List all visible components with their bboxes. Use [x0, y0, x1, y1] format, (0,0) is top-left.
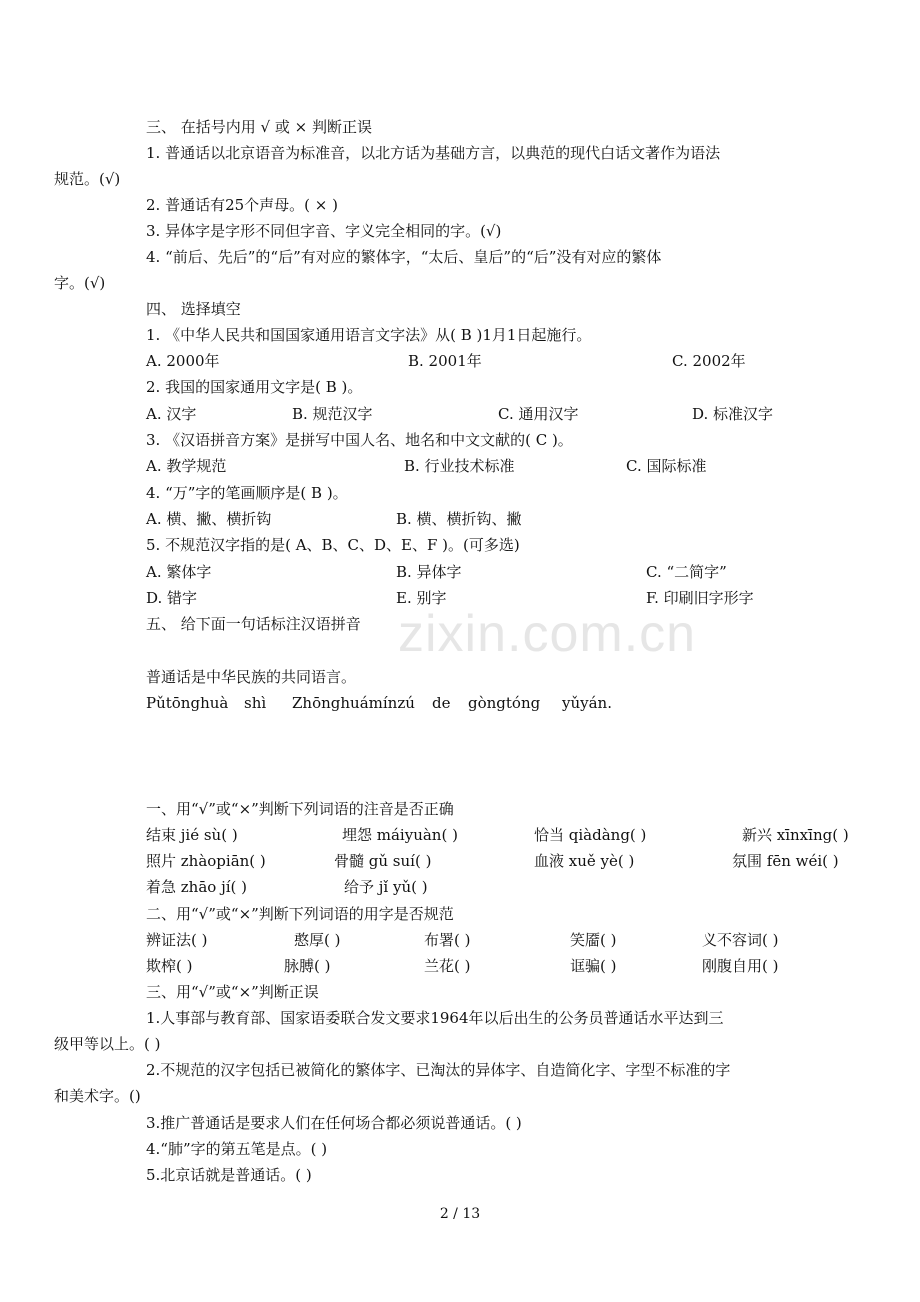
option: D. 标准汉字 — [692, 405, 774, 423]
option: A. 教学规范 — [146, 457, 227, 475]
option: B. 异体字 — [396, 563, 462, 581]
option: C. 2002年 — [672, 352, 746, 370]
judgement-item-3: 3. 异体字是字形不同但字音、字义完全相同的字。(√) — [146, 222, 502, 240]
pinyin-word: yǔyán. — [562, 694, 612, 712]
statement-4: 4.“肺”字的第五笔是点。( ) — [146, 1140, 328, 1158]
option: B. 横、横折钩、撇 — [396, 510, 522, 528]
option: C. 国际标准 — [626, 457, 707, 475]
choice-question-3: 3. 《汉语拼音方案》是拼写中国人名、地名和中文文献的( C )。 — [146, 431, 573, 449]
character-check-item: 诓骗( ) — [570, 957, 617, 975]
judgement-item-4: 4. “前后、先后”的“后”有对应的繁体字，“太后、皇后”的“后”没有对应的繁体 — [146, 248, 662, 266]
pinyin-word: gòngtóng — [468, 694, 541, 712]
character-check-item: 欺榨( ) — [146, 957, 193, 975]
exercise-1-heading: 一、用“√”或“×”判断下列词语的注音是否正确 — [146, 800, 454, 818]
option: F. 印刷旧字形字 — [646, 589, 754, 607]
option: E. 别字 — [396, 589, 447, 607]
pinyin-check-item: 骨髓 gǔ suí( ) — [334, 852, 432, 870]
pinyin-check-item: 血液 xuě yè( ) — [534, 852, 635, 870]
exercise-2-heading: 二、用“√”或“×”判断下列词语的用字是否规范 — [146, 905, 454, 923]
character-check-item: 辨证法( ) — [146, 931, 208, 949]
pinyin-word: de — [432, 694, 451, 712]
pinyin-check-item: 埋怨 máiyuàn( ) — [342, 826, 458, 844]
option: B. 行业技术标准 — [404, 457, 515, 475]
judgement-item-4-cont: 字。(√) — [54, 274, 106, 292]
option: A. 繁体字 — [146, 563, 212, 581]
statement-3: 3.推广普通话是要求人们在任何场合都必须说普通话。( ) — [146, 1114, 522, 1132]
character-check-item: 脉膊( ) — [284, 957, 331, 975]
pinyin-sentence: 普通话是中华民族的共同语言。 — [146, 668, 357, 686]
choice-question-5: 5. 不规范汉字指的是( A、B、C、D、E、F )。(可多选) — [146, 536, 520, 554]
statement-2: 2.不规范的汉字包括已被简化的繁体字、已淘汰的异体字、自造简化字、字型不标准的字 — [146, 1061, 731, 1079]
character-check-item: 义不容词( ) — [702, 931, 779, 949]
choice-question-2: 2. 我国的国家通用文字是( B )。 — [146, 378, 363, 396]
character-check-item: 布署( ) — [424, 931, 471, 949]
character-check-item: 憨厚( ) — [294, 931, 341, 949]
choice-question-4: 4. “万”字的笔画顺序是( B )。 — [146, 484, 348, 502]
page-number: 2 / 13 — [439, 1206, 481, 1222]
option: D. 错字 — [146, 589, 198, 607]
statement-5: 5.北京话就是普通话。( ) — [146, 1166, 312, 1184]
judgement-item-1: 1. 普通话以北京语音为标准音，以北方话为基础方言，以典范的现代白话文著作为语法 — [146, 144, 721, 162]
option: A. 2000年 — [146, 352, 220, 370]
pinyin-check-item: 氛围 fēn wéi( ) — [732, 852, 839, 870]
option: B. 规范汉字 — [292, 405, 373, 423]
exercise-3-heading: 三、用“√”或“×”判断正误 — [146, 983, 319, 1001]
statement-2-cont: 和美术字。() — [54, 1087, 141, 1105]
option: B. 2001年 — [408, 352, 482, 370]
judgement-item-1-cont: 规范。(√) — [54, 170, 121, 188]
section-4-heading: 四、 选择填空 — [146, 300, 241, 318]
watermark: zixin.com.cn — [398, 605, 697, 663]
pinyin-check-item: 着急 zhāo jí( ) — [146, 878, 247, 896]
section-3-heading: 三、 在括号内用 √ 或 × 判断正误 — [146, 118, 372, 136]
pinyin-word: shì — [244, 694, 267, 712]
choice-question-1: 1. 《中华人民共和国国家通用语言文字法》从( B )1月1日起施行。 — [146, 326, 592, 344]
option: C. 通用汉字 — [498, 405, 579, 423]
pinyin-check-item: 给予 jǐ yǔ( ) — [344, 878, 428, 896]
pinyin-check-item: 照片 zhàopiān( ) — [146, 852, 266, 870]
pinyin-check-item: 恰当 qiàdàng( ) — [534, 826, 647, 844]
section-5-heading: 五、 给下面一句话标注汉语拼音 — [146, 615, 361, 633]
option: A. 横、撇、横折钩 — [146, 510, 272, 528]
option: C. “二简字” — [646, 563, 727, 581]
statement-1-cont: 级甲等以上。( ) — [54, 1035, 161, 1053]
statement-1: 1.人事部与教育部、国家语委联合发文要求1964年以后出生的公务员普通话水平达到三 — [146, 1009, 724, 1027]
option: A. 汉字 — [146, 405, 197, 423]
pinyin-check-item: 新兴 xīnxīng( ) — [742, 826, 849, 844]
pinyin-check-item: 结束 jié sù( ) — [146, 826, 238, 844]
pinyin-word: Zhōnghuámínzú — [292, 694, 415, 712]
pinyin-word: Pǔtōnghuà — [146, 694, 229, 712]
character-check-item: 兰花( ) — [424, 957, 471, 975]
character-check-item: 笑靥( ) — [570, 931, 617, 949]
character-check-item: 刚腹自用( ) — [702, 957, 779, 975]
judgement-item-2: 2. 普通话有25个声母。( × ) — [146, 196, 338, 214]
